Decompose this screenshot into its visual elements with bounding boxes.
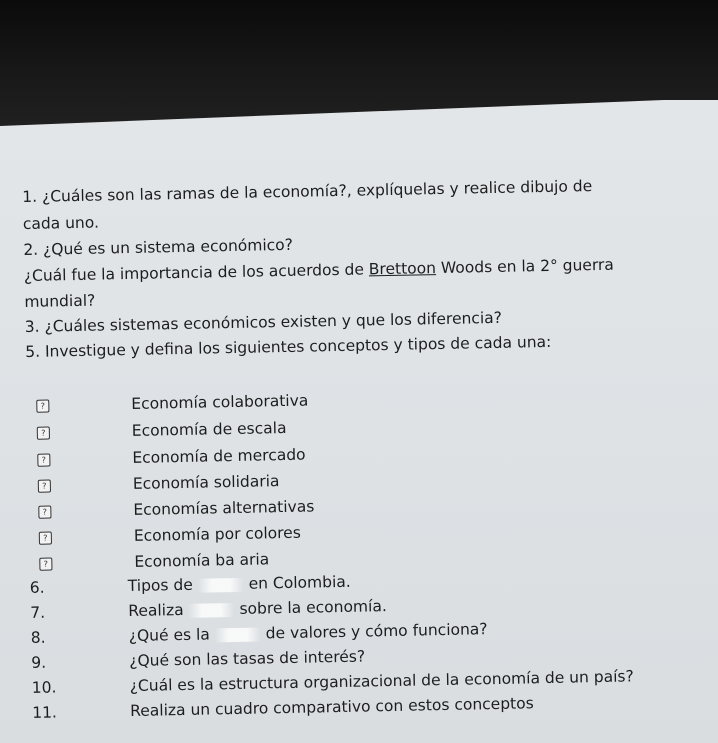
question-text-part-b: en Colombia. xyxy=(248,572,351,593)
question-2b-post: Woods en la 2° guerra xyxy=(435,255,615,278)
question-text: ¿Cuál es la estructura organizacional de la economía de un país? xyxy=(129,667,634,696)
bullet-icon: ? xyxy=(37,427,50,440)
bullet-icon: ? xyxy=(37,454,50,467)
question-number: 6. xyxy=(29,578,45,597)
question-number: 10. xyxy=(31,678,57,697)
concept-label: Economía por colores xyxy=(133,523,301,545)
question-2b-line-2: mundial? xyxy=(24,291,96,311)
concept-label: Economía ba aria xyxy=(134,550,270,571)
bullet-icon: ? xyxy=(38,505,51,518)
question-text-part-a: ¿Qué es la xyxy=(128,625,210,646)
question-text: Realiza un cuadro comparativo con estos conceptos xyxy=(130,694,534,721)
faded-text-mark xyxy=(188,602,234,617)
concept-label: Economía de escala xyxy=(131,418,287,440)
question-number: 9. xyxy=(31,653,47,672)
question-2b-pre: ¿Cuál fue la importancia de los acuerdos de xyxy=(23,260,369,285)
question-3: 3. ¿Cuáles sistemas económicos existen y que los diferencia? xyxy=(24,308,503,336)
question-number: 8. xyxy=(30,628,46,647)
faded-text-mark xyxy=(215,627,261,642)
concept-label: Economía colaborativa xyxy=(131,391,309,413)
question-1-line-1: 1. ¿Cuáles son las ramas de la economía?, explíquelas y realice dibujo de xyxy=(22,177,593,206)
question-text-part-b: sobre la economía. xyxy=(239,597,387,618)
question-5: 5. Investigue y defina los siguientes conceptos y tipos de cada una: xyxy=(25,332,552,361)
bullet-icon: ? xyxy=(36,400,49,413)
concept-label: Economía de mercado xyxy=(132,445,306,467)
faded-text-mark xyxy=(198,577,244,592)
question-number: 11. xyxy=(32,703,58,722)
question-1-line-2: cada uno. xyxy=(22,213,100,233)
question-text-part-b: de valores y cómo funciona? xyxy=(265,620,488,643)
bullet-icon: ? xyxy=(39,531,52,544)
bullet-icon: ? xyxy=(39,557,52,570)
question-number: 7. xyxy=(30,603,46,622)
concept-label: Economías alternativas xyxy=(133,497,315,519)
question-2b-underlined: Brettoon xyxy=(368,259,437,279)
question-2: 2. ¿Qué es un sistema económico? xyxy=(23,235,294,259)
concept-label: Economía solidaria xyxy=(132,472,280,493)
question-text: ¿Qué son las tasas de interés? xyxy=(129,647,366,671)
bullet-icon: ? xyxy=(38,480,51,493)
question-text-part-a: Tipos de xyxy=(127,575,193,596)
question-text-part-a: Realiza xyxy=(128,600,184,621)
